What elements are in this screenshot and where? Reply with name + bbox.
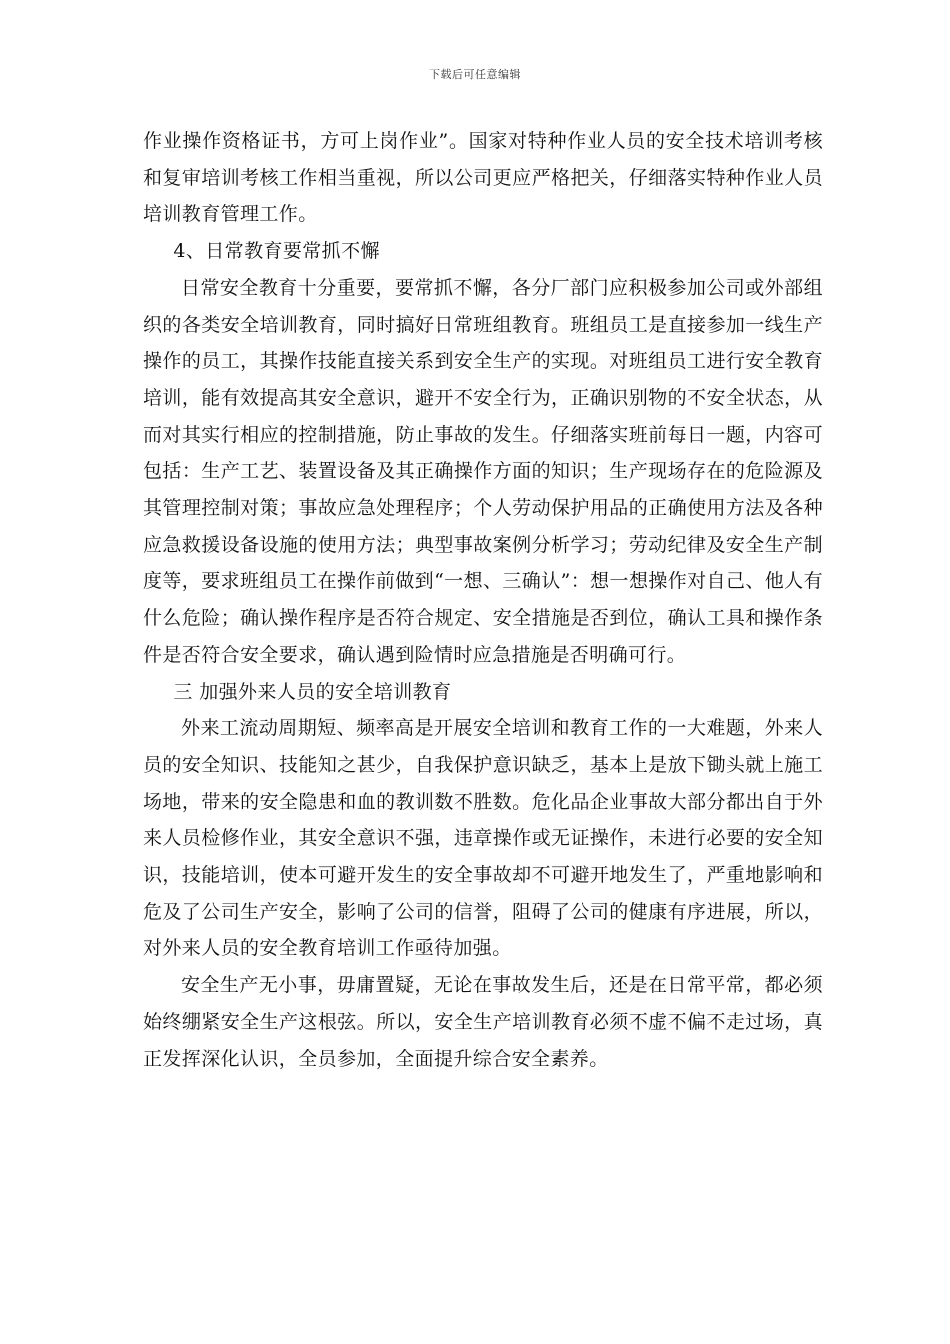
section-heading-external-personnel: 三 加强外来人员的安全培训教育: [173, 680, 452, 703]
paragraph-external-personnel: 外来工流动周期短、频率高是开展安全培训和教育工作的一大难题，外来人员的安全知识、技能知之甚少，自我保护意识缺乏，基本上是放下锄头就上施工场地，带来的安全隐患和血的教训数不胜数。危化品企业事故大部分都出自于外来人员检修作业，其安全意识不强，违章操作或无证操作，未进行必要的安全知识，技能培训，使本可避开发生的安全事故却不可避开地发生了，严重地影响和危及了公司生产安全，影响了公司的信誉，阻碍了公司的健康有序进展，所以，对外来人员的安全教育培训工作亟待加强。: [143, 717, 823, 960]
section-heading-daily-education: 4、日常教育要常抓不懈: [173, 240, 380, 263]
document-body: [143, 123, 823, 1077]
paragraph-conclusion: 安全生产无小事，毋庸置疑，无论在事故发生后，还是在日常平常，都必须始终绷紧安全生产这根弦。所以，安全生产培训教育必须不虚不偏不走过场，真正发挥深化认识，全员参加，全面提升综合安全素养。: [143, 974, 823, 1070]
page-header: 下载后可任意编辑: [429, 68, 521, 81]
paragraph-daily-education: 日常安全教育十分重要，要常抓不懈，各分厂部门应积极参加公司或外部组织的各类安全培训教育，同时搞好日常班组教育。班组员工是直接参加一线生产操作的员工，其操作技能直接关系到安全生产的实现。对班组员工进行安全教育培训，能有效提高其安全意识，避开不安全行为，正确识别物的不安全状态，从而对其实行相应的控制措施，防止事故的发生。仔细落实班前每日一题，内容可包括：生产工艺、装置设备及其正确操作方面的知识；生产现场存在的危险源及其管理控制对策；事故应急处理程序；个人劳动保护用品的正确使用方法及各种应急救援设备设施的使用方法；典型事故案例分析学习；劳动纪律及安全生产制度等，要求班组员工在操作前做到“一想、三确认”：想一想操作对自己、他人有什么危险；确认操作程序是否符合规定、安全措施是否到位，确认工具和操作条件是否符合安全要求，确认遇到险情时应急措施是否明确可行。: [143, 276, 823, 666]
paragraph-continuation: 作业操作资格证书，方可上岗作业”。国家对特种作业人员的安全技术培训考核和复审培训考核工作相当重视，所以公司更应严格把关，仔细落实特种作业人员培训教育管理工作。: [143, 130, 823, 226]
